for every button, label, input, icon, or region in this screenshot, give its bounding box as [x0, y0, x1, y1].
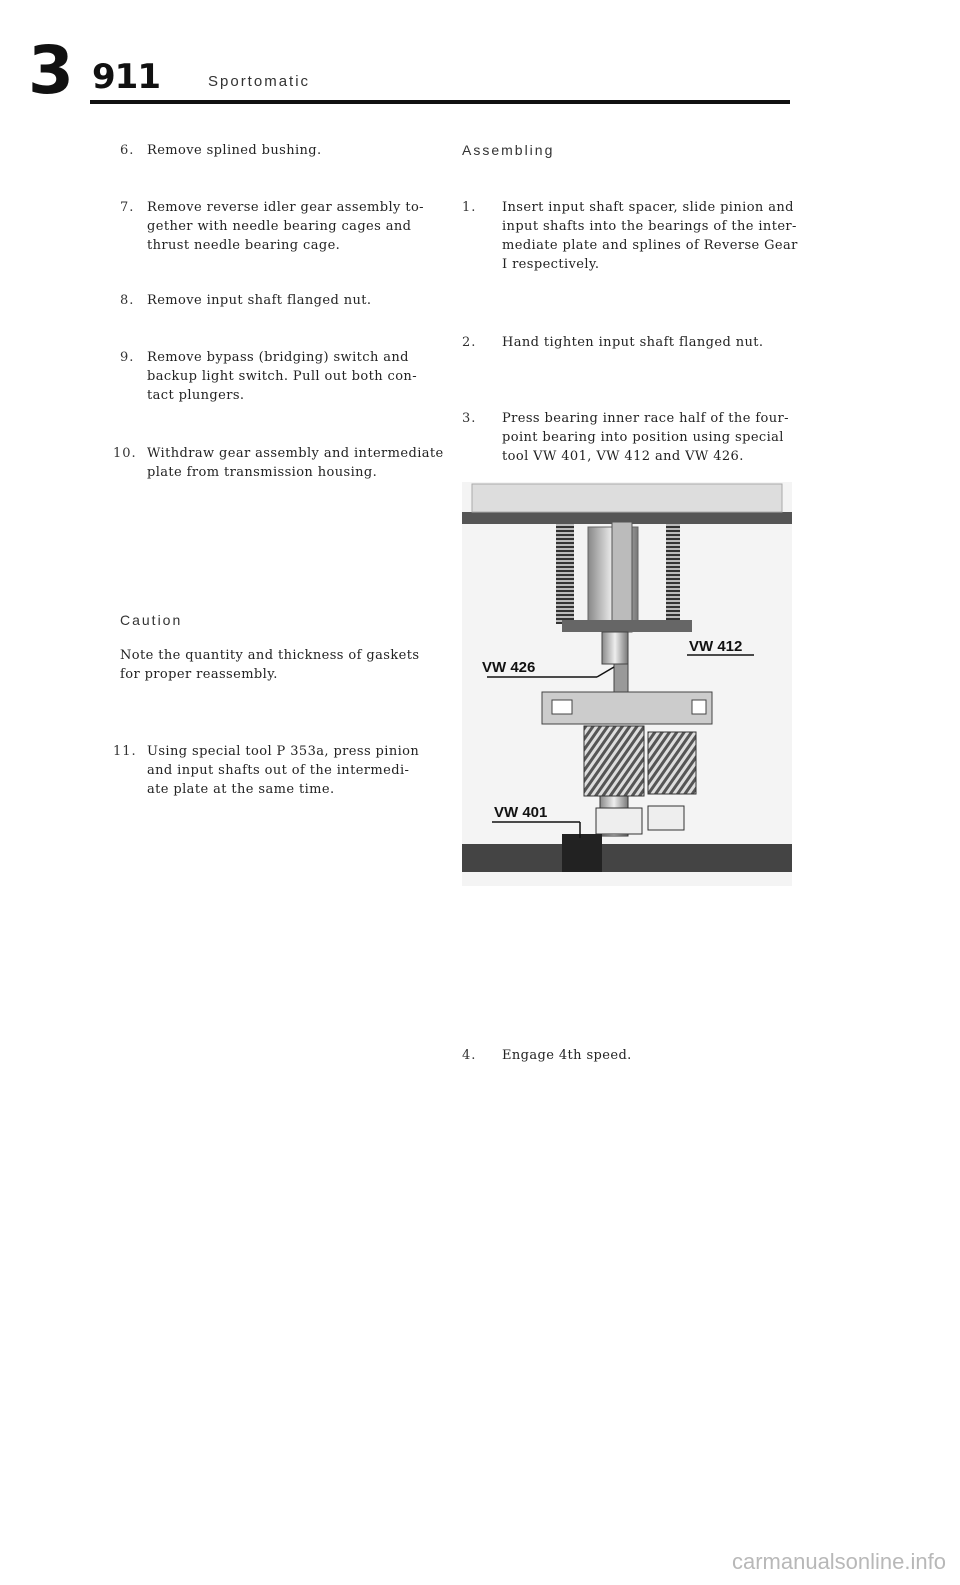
- step-11-line: and input shafts out of the intermedi-: [147, 763, 410, 778]
- step-6-text: Remove splined bushing.: [147, 143, 322, 158]
- step-9-line: Remove bypass (bridging) switch and: [147, 350, 409, 365]
- section-title: Sportomatic: [208, 73, 311, 90]
- assembly-step-3-text: [502, 409, 789, 466]
- assembly-step-1-number: 1.: [462, 200, 477, 215]
- assembly-step-1-line: input shafts into the bearings of the inter-: [502, 219, 797, 234]
- assembly-step-3-line: tool VW 401, VW 412 and VW 426.: [502, 449, 744, 464]
- step-11-line: Using special tool P 353a, press pinion: [147, 744, 420, 759]
- vw412-label: VW 412: [689, 638, 743, 655]
- step-7-line: gether with needle bearing cages and: [147, 219, 412, 234]
- step-7-number: 7.: [120, 200, 135, 215]
- step-10-text: [147, 444, 444, 482]
- caution-line: Note the quantity and thickness of gaskets: [120, 648, 420, 663]
- step-10-number: 10.: [113, 446, 137, 461]
- step-9-line: backup light switch. Pull out both con-: [147, 369, 417, 384]
- assembly-step-1-text: [502, 198, 798, 274]
- step-6-number: 6.: [120, 143, 135, 158]
- step-7-text: [147, 198, 424, 255]
- assembly-step-1-line: Insert input shaft spacer, slide pinion and: [502, 200, 794, 215]
- step-8-number: 8.: [120, 293, 135, 308]
- step-9-number: 9.: [120, 350, 135, 365]
- assembly-step-3-line: point bearing into position using special: [502, 430, 784, 445]
- press-tool-photo: [462, 482, 792, 886]
- step-10-line: plate from transmission housing.: [147, 465, 378, 480]
- vw426-label: VW 426: [482, 659, 536, 676]
- step-7-line: thrust needle bearing cage.: [147, 238, 341, 253]
- step-8-text: Remove input shaft flanged nut.: [147, 293, 372, 308]
- header-rule: [90, 100, 790, 104]
- assembly-step-2-number: 2.: [462, 335, 477, 350]
- caution-line: for proper reassembly.: [120, 667, 278, 682]
- step-11-line: ate plate at the same time.: [147, 782, 335, 797]
- model-title: 911: [92, 57, 160, 97]
- vw401-label: VW 401: [494, 804, 548, 821]
- step-11-text: [147, 742, 419, 799]
- assembly-step-2-text: Hand tighten input shaft flanged nut.: [502, 335, 764, 350]
- chapter-number: 3: [28, 32, 72, 109]
- assembly-step-3-line: Press bearing inner race half of the four-: [502, 411, 789, 426]
- caution-heading: Caution: [120, 612, 183, 628]
- assembly-step-4-text: Engage 4th speed.: [502, 1048, 632, 1063]
- watermark: carmanualsonline.info: [731, 1549, 946, 1574]
- step-10-line: Withdraw gear assembly and intermediate: [147, 446, 444, 461]
- assembly-step-3-number: 3.: [462, 411, 477, 426]
- press-tool-illustration: [462, 482, 792, 886]
- step-7-line: Remove reverse idler gear assembly to-: [147, 200, 424, 215]
- assembling-heading: Assembling: [462, 142, 555, 158]
- step-9-text: [147, 348, 417, 405]
- caution-text: [120, 646, 419, 684]
- assembly-step-1-line: I respectively.: [502, 257, 600, 272]
- assembly-step-1-line: mediate plate and splines of Reverse Gear: [502, 238, 798, 253]
- assembly-step-4-number: 4.: [462, 1048, 477, 1063]
- step-9-line: tact plungers.: [147, 388, 245, 403]
- step-11-number: 11.: [113, 744, 137, 759]
